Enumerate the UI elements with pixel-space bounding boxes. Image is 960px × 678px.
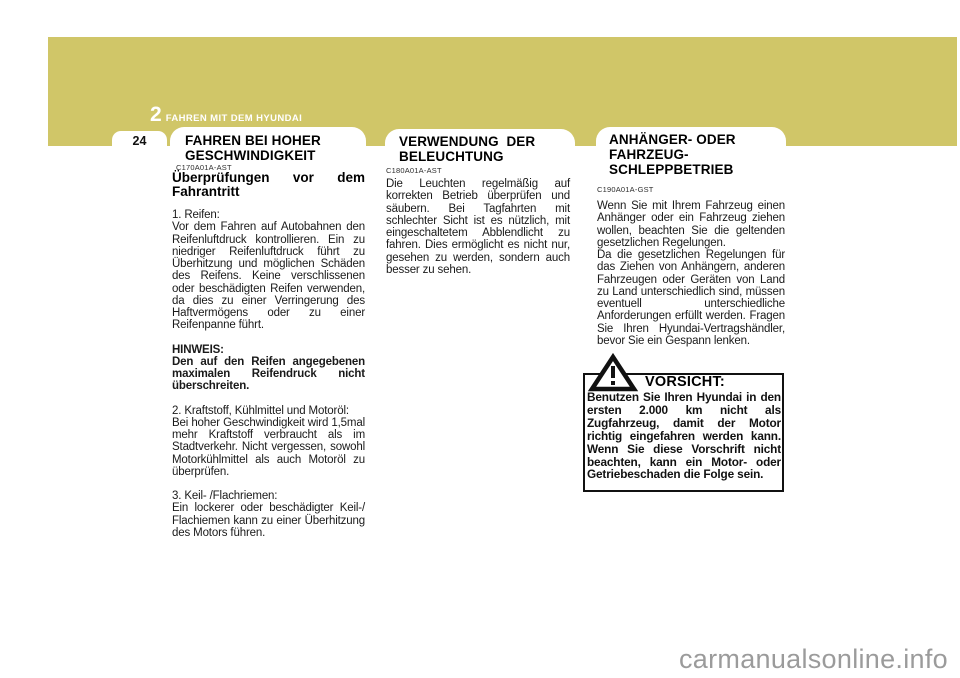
note-label: HINWEIS: [172,343,224,356]
item-1-label: 1. Reifen: [172,209,220,221]
section-2-title: VERWENDUNG DER BELEUCHTUNG [399,134,536,164]
section-3-body [597,200,785,347]
watermark: carmanualsonline.info [679,644,948,674]
warning-triangle-icon [588,353,638,393]
section-3-title: ANHÄNGER- ODER FAHRZEUG- SCHLEPPBETRIEB [609,132,736,177]
item-3-text: Ein lockerer oder beschädigter Keil-/ Flachiemen kann zu einer Überhitzung des Motors führen. [172,502,365,539]
note-text: Den auf den Reifen angegebenen maximalen Reifendruck nicht überschreiten. [172,355,365,393]
caution-text: Benutzen Sie Ihren Hyundai in den ersten 2.000 km nicht als Zugfahrzeug, damit der Motor richtig eingefahren werden kann. Wenn Sie diese Vorschrift nicht beachten, kann ein Motor- oder Getriebeschaden die Folge sein. [587,390,781,482]
section-1-body [172,171,365,551]
section-1-subheading: Überprüfungen vor dem Fahrantritt [172,170,365,199]
section-3-paragraph-1: Wenn Sie mit Ihrem Fahrzeug einen Anhänger oder ein Fahrzeug ziehen wollen, beachten Sie die geltenden gesetzlichen Regelungen. [597,200,785,249]
section-1-title: FAHREN BEI HOHER GESCHWINDIGKEIT [185,133,321,163]
chapter-number: 2 [150,103,162,126]
item-1-text: Vor dem Fahren auf Autobahnen den Reifenluftdruck kontrollieren. Ein zu niedriger Reifenluftdruck führt zu Überhitzung und möglichen Schäden des Reifens. Keine verschlissenen oder beschädigten Reifen verwenden, da dies zu einer Verringerung des Haftvermögens oder zu einer Reifenpanne führt. [172,221,365,332]
section-2-code: C180A01A-AST [386,166,442,175]
section-2-paragraph: Die Leuchten regelmäßig auf korrekten Betrieb überprüfen und säubern. Bei Tagfahrten mit schlechter Sicht ist es nützlich, mit eingeschaltetem Abblendlicht zu fahren. Dies ermöglicht es nicht nur, gesehen zu werden, sondern auch besser zu sehen. [386,178,570,276]
section-3-code: C190A01A-GST [597,185,654,194]
chapter-header [150,103,302,127]
section-3-paragraph-2: Da die gesetzlichen Regelungen für das Ziehen von Anhängern, anderen Fahrzeugen oder Geräten von Land zu Land unterschiedlich sind, müssen eventuell unterschiedliche Anforderungen erfüllt werden. Fragen Sie Ihren Hyundai-Vertragshändler, bevor Sie ein Gespann lenken. [597,249,785,347]
caution-label: VORSICHT: [645,374,725,390]
item-2-label: 2. Kraftstoff, Kühlmittel und Motoröl: [172,404,349,417]
item-3-label: 3. Keil- /Flachriemen: [172,490,278,502]
item-2-text: Bei hoher Geschwindigkeit wird 1,5mal mehr Kraftstoff verbraucht als im Stadtverkehr. Nicht vergessen, sowohl Motorkühlmittel als auch Motoröl zu überprüfen. [172,416,365,478]
section-1-code: C170A01A-AST [176,163,232,172]
chapter-title: FAHREN MIT DEM HYUNDAI [165,113,303,124]
section-2-body [386,178,570,276]
page-number-box: 24 [112,131,167,149]
